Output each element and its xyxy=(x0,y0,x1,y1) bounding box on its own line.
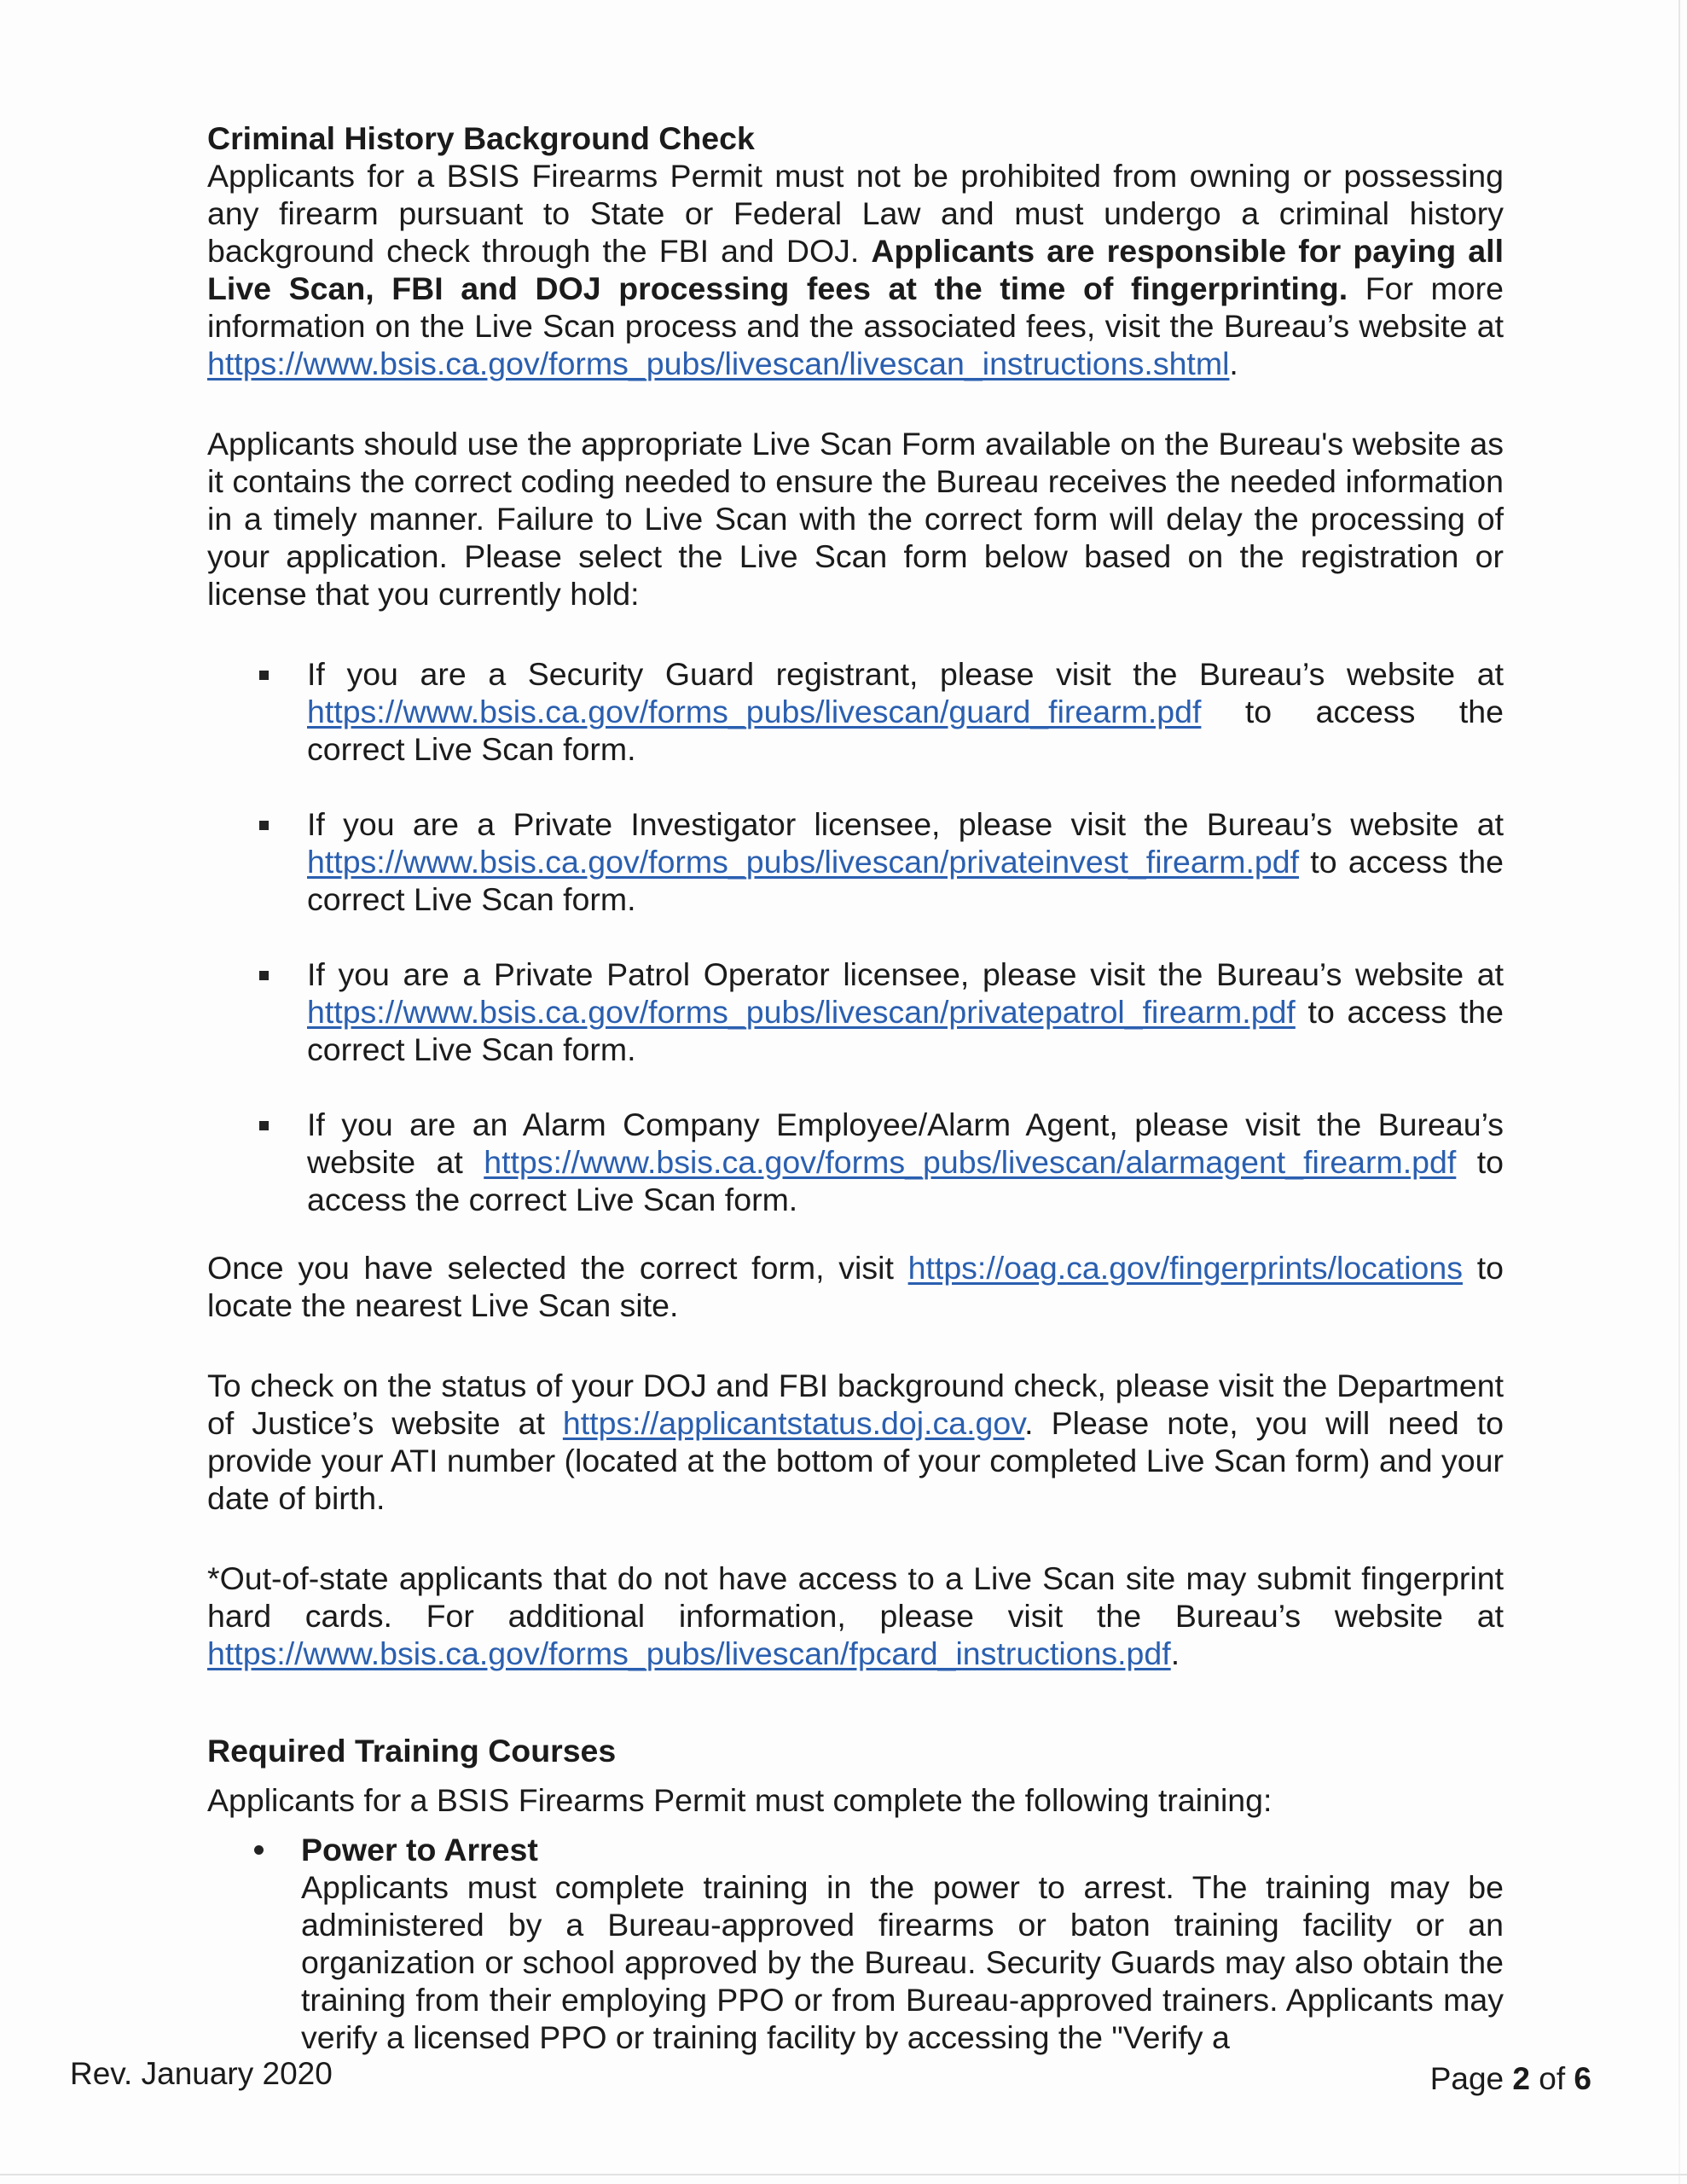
text: If you are a Private Investigator licensee, please visit the Bureau’s website at xyxy=(307,806,1504,842)
text: . Please note, you will need to provide your ATI number (located at the bottom of your completed Live Scan form) and your date of birth. xyxy=(207,1405,1504,1516)
page-content xyxy=(207,119,1504,2056)
training-list xyxy=(207,1831,1504,2056)
section-heading-criminal-history: Criminal History Background Check xyxy=(207,120,755,156)
text: . xyxy=(1170,1635,1180,1671)
footer-page-number xyxy=(1430,2061,1591,2097)
square-bullet-icon xyxy=(259,671,269,680)
page-edge-right xyxy=(1678,0,1680,2184)
item-title-power-to-arrest: Power to Arrest xyxy=(301,1832,538,1867)
list-item xyxy=(207,1831,1504,2056)
paragraph-live-scan-form: Applicants should use the appropriate Live Scan Form available on the Bureau's website as it contains the correct coding needed to ensure the Bureau receives the needed information in a timely manner. Failure to Live Scan with the correct form will delay the processing of your application. Please select the Live Scan form below based on the registration or license that you currently hold: xyxy=(207,426,1504,612)
list-item xyxy=(207,805,1504,918)
privateinvest-firearm-link[interactable]: https://www.bsis.ca.gov/forms_pubs/livescan/privateinvest_firearm.pdf xyxy=(307,844,1299,880)
page-edge-bottom xyxy=(0,2174,1687,2175)
total-pages: 6 xyxy=(1574,2061,1591,2096)
fpcard-instructions-link[interactable]: https://www.bsis.ca.gov/forms_pubs/livescan/fpcard_instructions.pdf xyxy=(207,1635,1171,1671)
square-bullet-icon xyxy=(259,1121,269,1130)
alarmagent-firearm-link[interactable]: https://www.bsis.ca.gov/forms_pubs/livescan/alarmagent_firearm.pdf xyxy=(484,1144,1457,1180)
text: Applicants for a BSIS Firearms Permit must not be prohibited from owning or possessing any firearm pursuant to State or Federal Law and must undergo a criminal history background check through the FBI and DOJ. xyxy=(207,158,1504,269)
text: For more information on the Live Scan process and the associated fees, visit the Bureau’s website at xyxy=(207,270,1504,344)
page-label: Page xyxy=(1429,2061,1513,2096)
paragraph-background-check xyxy=(207,157,1504,382)
applicant-status-link[interactable]: https://applicantstatus.doj.ca.gov xyxy=(562,1405,1025,1441)
text: to access the correct Live Scan form. xyxy=(307,1144,1504,1217)
text: to access the correct Live Scan form. xyxy=(307,994,1504,1067)
paragraph-check-status xyxy=(207,1367,1504,1517)
item-text-power-to-arrest: Applicants must complete training in the power to arrest. The training may be administered by a Bureau-approved firearms or baton training facility or an organization or school approved by the Bureau. Security Guards may also obtain the training from their employing PPO or from Bureau-approved trainers. Applicants may verify a licensed PPO or training facility by accessing the "Verify a xyxy=(301,1869,1504,2055)
text: *Out-of-state applicants that do not have access to a Live Scan site may submit fingerprint hard cards. For additional information, please visit the Bureau’s website at xyxy=(207,1560,1504,1634)
current-page: 2 xyxy=(1512,2061,1530,2096)
bold-fees-notice: Applicants are responsible for paying all Live Scan, FBI and DOJ processing fees at the time of fingerprinting. xyxy=(207,233,1504,306)
guard-firearm-link[interactable]: https://www.bsis.ca.gov/forms_pubs/livescan/guard_firearm.pdf xyxy=(307,694,1202,729)
text: If you are a Private Patrol Operator licensee, please visit the Bureau’s website at xyxy=(307,956,1504,992)
list-item xyxy=(207,655,1504,768)
text: To check on the status of your DOJ and FBI background check, please visit the Department of Justice’s website at xyxy=(207,1368,1504,1441)
round-bullet-icon xyxy=(254,1845,264,1855)
livescan-instructions-link[interactable]: https://www.bsis.ca.gov/forms_pubs/livescan/livescan_instructions.shtml xyxy=(207,346,1230,381)
footer-revision: Rev. January 2020 xyxy=(70,2056,333,2091)
page-of-label: of xyxy=(1530,2061,1574,2096)
square-bullet-icon xyxy=(259,971,269,980)
list-item xyxy=(207,956,1504,1068)
live-scan-form-list xyxy=(207,655,1504,1218)
privatepatrol-firearm-link[interactable]: https://www.bsis.ca.gov/forms_pubs/livescan/privatepatrol_firearm.pdf xyxy=(307,994,1296,1030)
text: . xyxy=(1229,346,1238,381)
text: to locate the nearest Live Scan site. xyxy=(207,1250,1504,1323)
text: to access the correct Live Scan form. xyxy=(307,844,1504,917)
fingerprint-locations-link[interactable]: https://oag.ca.gov/fingerprints/locations xyxy=(907,1250,1463,1286)
paragraph-out-of-state xyxy=(207,1560,1504,1672)
square-bullet-icon xyxy=(259,821,269,830)
text: Once you have selected the correct form, visit xyxy=(207,1250,908,1286)
text: If you are a Security Guard registrant, please visit the Bureau’s website at xyxy=(307,656,1504,692)
section-heading-training: Required Training Courses xyxy=(207,1733,617,1769)
text: to access the correct Live Scan form. xyxy=(307,694,1504,767)
paragraph-locate-site xyxy=(207,1249,1504,1324)
paragraph-training-intro: Applicants for a BSIS Firearms Permit must complete the following training: xyxy=(207,1782,1272,1818)
list-item xyxy=(207,1106,1504,1218)
text: If you are an Alarm Company Employee/Alarm Agent, please visit the Bureau’s website at xyxy=(307,1107,1504,1180)
